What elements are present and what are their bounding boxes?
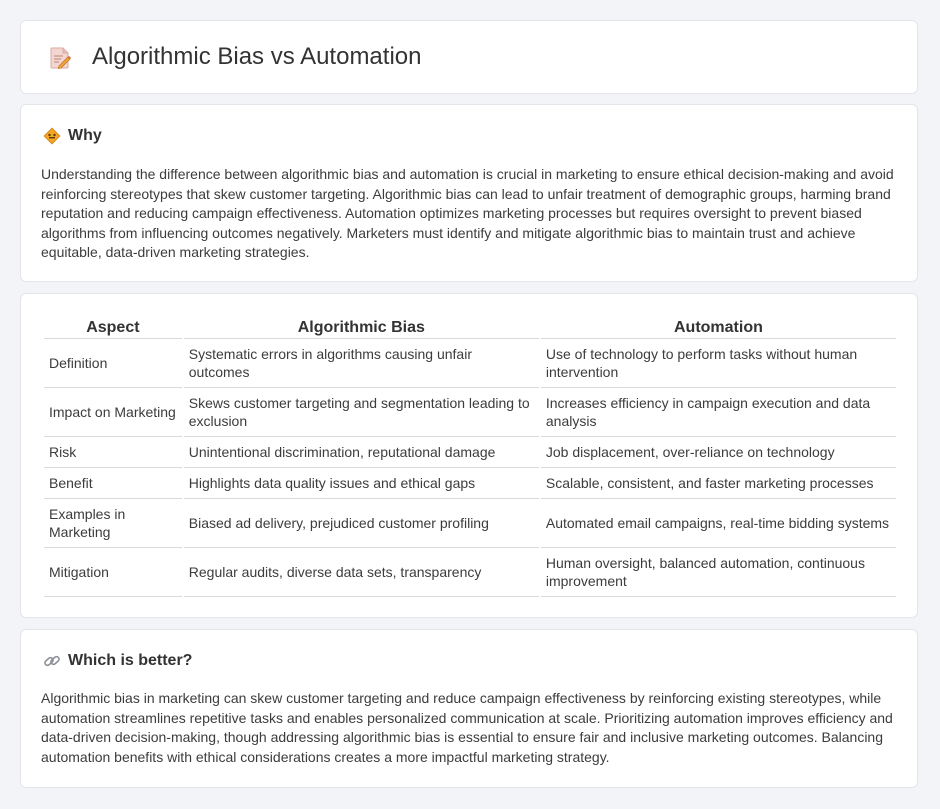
cell-bias: Highlights data quality issues and ethical gaps [184,468,539,499]
header-card [20,20,918,94]
cell-automation: Scalable, consistent, and faster marketing processes [541,468,896,499]
cell-aspect: Impact on Marketing [44,388,182,437]
table-row [44,388,896,437]
comparison-section [20,293,918,618]
cell-bias: Regular audits, diverse data sets, transparency [184,548,539,597]
better-heading [43,652,192,670]
better-paragraph: Algorithmic bias in marketing can skew customer targeting and reduce campaign effectiveness by reinforcing existing stereotypes, while automation streamlines repetitive tasks and enables personalized communication at scale. Prioritizing automation improves efficiency and data-driven decision-making, though addressing algorithmic bias is essential to ensure fair and inclusive marketing outcomes. Balancing automation benefits with ethical considerations creates a more impactful marketing strategy. [41,690,893,765]
cell-aspect: Examples in Marketing [44,499,182,548]
header-automation: Automation [541,316,896,339]
cell-aspect: Risk [44,437,182,468]
comparison-table [42,316,898,597]
cell-bias: Biased ad delivery, prejudiced customer profiling [184,499,539,548]
cell-bias: Skews customer targeting and segmentation leading to exclusion [184,388,539,437]
cell-automation: Automated email campaigns, real-time bidding systems [541,499,896,548]
why-heading [43,127,102,145]
why-heading-text: Why [68,127,102,144]
link-icon [43,652,61,670]
header-aspect: Aspect [44,316,182,339]
table-row [44,339,896,388]
why-section [20,104,918,282]
table-row [44,437,896,468]
which-is-better-section [20,629,918,788]
document-edit-icon [47,45,73,71]
cell-automation: Use of technology to perform tasks without human intervention [541,339,896,388]
cell-bias: Systematic errors in algorithms causing unfair outcomes [184,339,539,388]
table-header-row [44,316,896,339]
table-row [44,468,896,499]
cell-automation: Human oversight, balanced automation, continuous improvement [541,548,896,597]
cell-aspect: Mitigation [44,548,182,597]
table-row [44,548,896,597]
cell-aspect: Definition [44,339,182,388]
cell-bias: Unintentional discrimination, reputational damage [184,437,539,468]
why-paragraph: Understanding the difference between algorithmic bias and automation is crucial in marketing to ensure ethical decision-making and avoid reinforcing stereotypes that skew customer targeting. Algorithmic bias can lead to unfair treatment of demographic groups, harming brand reputation and reducing campaign effectiveness. Automation optimizes marketing processes but requires oversight to prevent biased algorithms from influencing outcomes negatively. Marketers must identify and mitigate algorithmic bias to maintain trust and achieve equitable, data-driven marketing strategies. [41,166,894,261]
table-row [44,499,896,548]
page-title: Algorithmic Bias vs Automation [92,43,422,70]
cell-automation: Job displacement, over-reliance on technology [541,437,896,468]
diamond-sign-icon [43,127,61,145]
cell-aspect: Benefit [44,468,182,499]
cell-automation: Increases efficiency in campaign execution and data analysis [541,388,896,437]
better-heading-text: Which is better? [68,652,193,669]
header-algorithmic-bias: Algorithmic Bias [184,316,539,339]
